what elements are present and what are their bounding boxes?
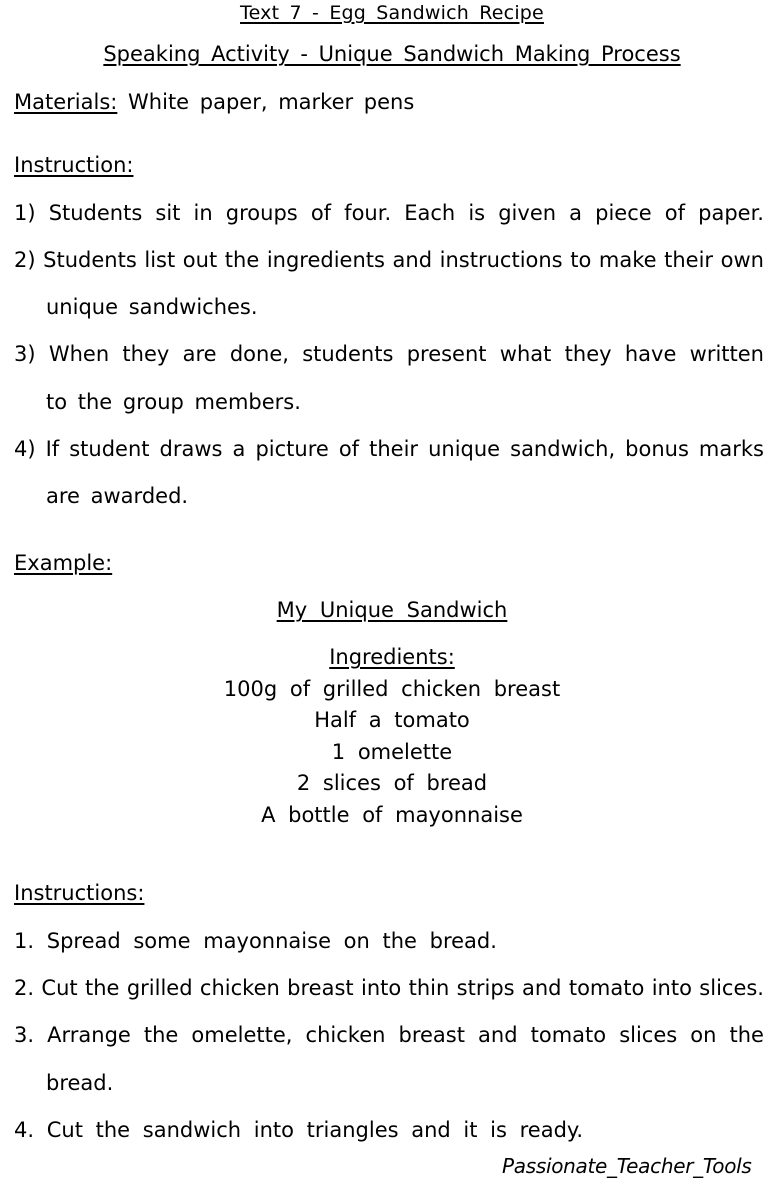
ingredients-heading: Ingredients:: [329, 645, 455, 669]
author-signature: Passionate_Teacher_Tools: [502, 1154, 752, 1178]
instruction-item-3-cont: to the group members.: [46, 390, 301, 414]
ingredient-item: Half a tomato: [314, 708, 470, 732]
recipe-title: My Unique Sandwich: [276, 598, 508, 622]
instruction-item-2: 2) Students list out the ingredients and instructions to make their own: [14, 248, 764, 272]
instruction-item-2-cont: unique sandwiches.: [46, 295, 258, 319]
example-heading: Example:: [14, 551, 113, 575]
instruction-item-1: 1) Students sit in groups of four. Each is given a piece of paper.: [14, 201, 764, 225]
ingredient-item: 100g of grilled chicken breast: [223, 677, 561, 701]
instructions-step-1: 1. Spread some mayonnaise on the bread.: [14, 929, 497, 953]
instructions-step-2: 2. Cut the grilled chicken breast into thin strips and tomato into slices.: [14, 976, 764, 1000]
instructions-step-3-cont: bread.: [46, 1071, 114, 1095]
materials-line: [14, 90, 414, 114]
instruction-item-4-cont: are awarded.: [46, 484, 189, 508]
materials-label: Materials:: [14, 90, 118, 114]
document-title: Text 7 - Egg Sandwich Recipe: [240, 2, 544, 24]
instructions-step-3: 3. Arrange the omelette, chicken breast and tomato slices on the: [14, 1023, 764, 1047]
ingredient-item: 1 omelette: [331, 740, 453, 764]
instruction-item-4: 4) If student draws a picture of their unique sandwich, bonus marks: [14, 437, 764, 461]
instruction-item-3: 3) When they are done, students present what they have written: [14, 342, 764, 366]
ingredient-item: 2 slices of bread: [296, 771, 488, 795]
instruction-heading: Instruction:: [14, 153, 134, 177]
materials-value: White paper, marker pens: [128, 90, 415, 114]
ingredient-item: A bottle of mayonnaise: [261, 803, 523, 827]
activity-subtitle: Speaking Activity - Unique Sandwich Making Process: [103, 42, 681, 66]
instructions-heading: Instructions:: [14, 881, 145, 905]
instructions-step-4: 4. Cut the sandwich into triangles and it is ready.: [14, 1118, 584, 1142]
